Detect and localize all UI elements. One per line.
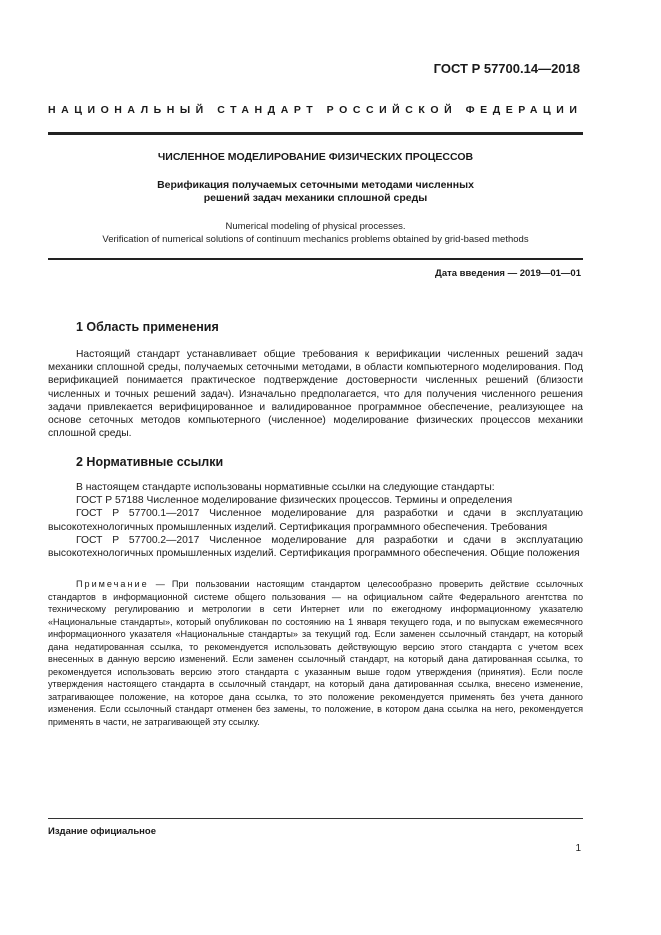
- note-text: — При пользовании настоящим стандартом целесообразно проверить действие ссылочных стандартов в информационной системе общего пользования — на официальном сайте Федерального агентства по техническому регулированию и метрологии в сети Интернет или по ежегодному информационному указателю «Национальные стандарты», который опубликован по состоянию на 1 января текущего года, и по выпускам ежемесячного информационного указателя «Национальные стандарты» за текущий год. Если заменен ссылочный стандарт, на который дана недатированная ссылка, то рекомендуется использовать действующую версию этого стандарта с учетом всех внесенных в данную версию изменений. Если заменен ссылочный стандарт, на который дана датированная ссылка, то рекомендуется использовать версию этого стандарта с указанным выше годом утверждения (принятия). Если после утверждения настоящего стандарта в ссылочный стандарт, на который дана датированная ссылка, внесено изменение, затрагивающее положение, на которое дана ссылка, то это положение рекомендуется применять без учета данного изменения. Если ссылочный стандарт отменен без замены, то положение, в котором дана ссылка на него, рекомендуется применять в части, не затрагивающей эту ссылку.: [48, 579, 583, 727]
- introduction-date: Дата введения — 2019—01—01: [435, 268, 581, 279]
- footer-divider: [48, 818, 583, 819]
- reference-item: ГОСТ Р 57188 Численное моделирование физических процессов. Термины и определения: [76, 495, 513, 507]
- national-standard-title: НАЦИОНАЛЬНЫЙ СТАНДАРТ РОССИЙСКОЙ ФЕДЕРАЦИИ: [48, 104, 583, 116]
- reference-item: ГОСТ Р 57700.2—2017 Численное моделирование для разработки и сдачи в эксплуатацию высокотехнологичных промышленных изделий. Сертификация программного обеспечения. Общие положения: [48, 534, 583, 560]
- english-title: [48, 220, 583, 246]
- document-subtitle: [48, 179, 583, 205]
- page-number: 1: [575, 843, 581, 854]
- title-divider: [48, 258, 583, 260]
- document-title: ЧИСЛЕННОЕ МОДЕЛИРОВАНИЕ ФИЗИЧЕСКИХ ПРОЦЕССОВ: [157, 151, 474, 163]
- section-1-body: [48, 348, 583, 440]
- section-1-heading: 1 Область применения: [76, 320, 219, 334]
- subtitle-line-2: решений задач механики сплошной среды: [203, 192, 428, 204]
- english-title-line-2: Verification of numerical solutions of continuum mechanics problems obtained by grid-based methods: [102, 234, 529, 245]
- edition-label: Издание официальное: [48, 826, 156, 837]
- reference-item: ГОСТ Р 57700.1—2017 Численное моделирование для разработки и сдачи в эксплуатацию высокотехнологичных промышленных изделий. Сертификация программного обеспечения. Требования: [48, 508, 583, 533]
- note-label: Примечание: [76, 579, 149, 589]
- document-code: ГОСТ Р 57700.14—2018: [433, 61, 580, 76]
- note-paragraph: [48, 578, 583, 728]
- note-block: [48, 578, 583, 728]
- english-title-line-1: Numerical modeling of physical processes.: [225, 221, 406, 232]
- section-2-intro: В настоящем стандарте использованы нормативные ссылки на следующие стандарты:: [76, 482, 495, 493]
- section-1-paragraph: Настоящий стандарт устанавливает общие требования к верификации численных решений задач механики сплошной среды, получаемых сеточными методами, в области компьютерного моделирования. Под верификацией понимается практическое подтверждение достоверности численных решений (близости численных и точных решений задач). Изначально предполагается, что для получения численного решения задачи привлекается верифицированное и валидированное программное обеспечение, реализующее на основе сеточных методов компьютерного (численное) моделирование физических процессов механики сплошной среды.: [48, 349, 583, 440]
- section-2-heading: 2 Нормативные ссылки: [76, 455, 224, 469]
- subtitle-line-1: Верификация получаемых сеточными методами численных: [157, 179, 474, 191]
- section-2-body: [48, 481, 583, 560]
- header-divider: [48, 132, 583, 135]
